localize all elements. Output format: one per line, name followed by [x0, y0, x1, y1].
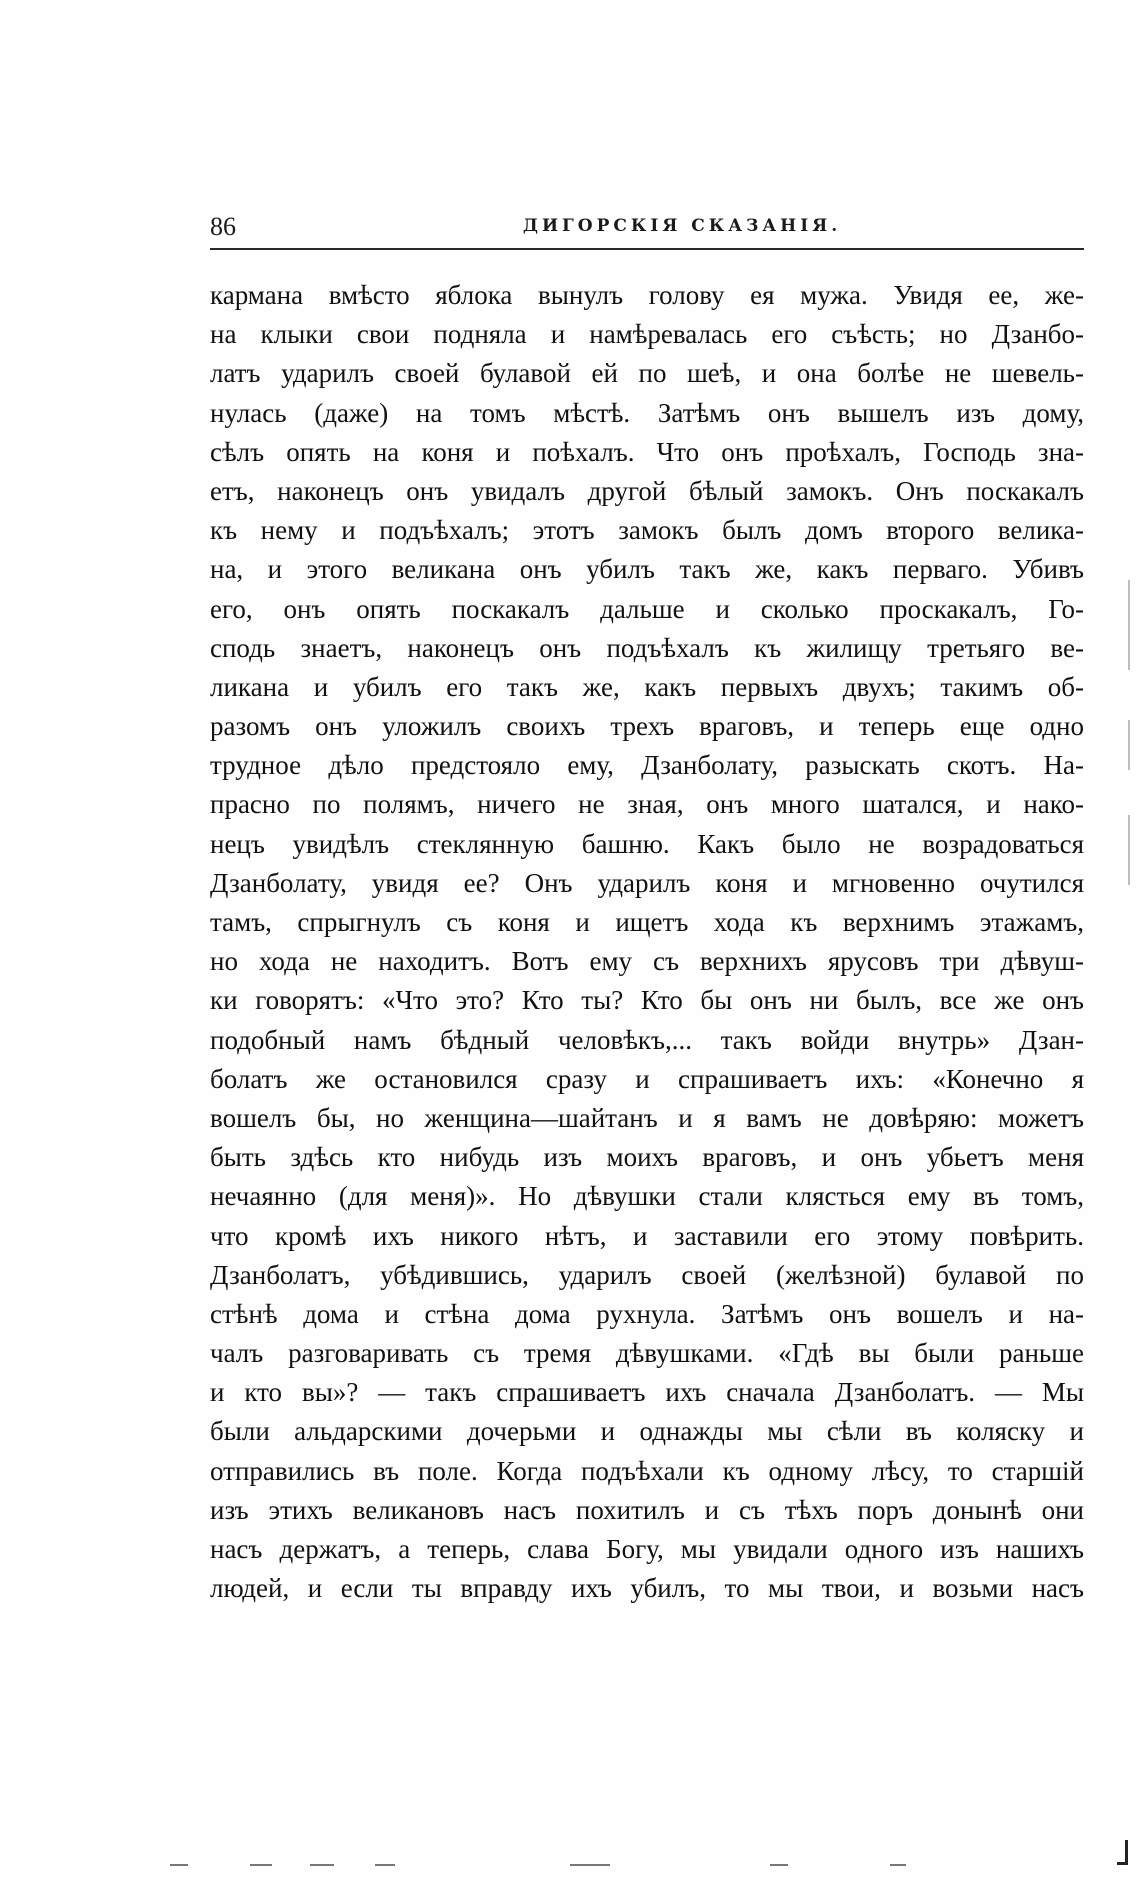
text-line: стѣнѣ дома и стѣна дома рухнула. Затѣмъ онъ вошелъ и на-: [210, 1298, 1084, 1329]
margin-scan-mark: [1128, 815, 1130, 885]
text-line: Дзанболату, увидя ее? Онъ ударилъ коня и мгновенно очутился: [210, 867, 1084, 898]
text-line: но хода не находитъ. Вотъ ему съ верхнихъ ярусовъ три дѣвуш-: [210, 946, 1084, 977]
text-line: прасно по полямъ, ничего не зная, онъ много шатался, и нако-: [210, 789, 1084, 820]
scan-corner-mark: [1117, 1840, 1128, 1865]
text-line: сѣлъ опять на коня и поѣхалъ. Что онъ проѣхалъ, Господь зна-: [210, 436, 1084, 467]
text-line: подобный намъ бѣдный человѣкъ,... такъ войди внутрь» Дзан-: [210, 1024, 1084, 1055]
text-line: на клыки свои подняла и намѣревалась его съѣсть; но Дзанбо-: [210, 319, 1084, 350]
running-title: ДИГОРСКІЯ СКАЗАНІЯ.: [522, 216, 842, 236]
body-text: [210, 276, 1084, 1608]
text-line: къ нему и подъѣхалъ; этотъ замокъ былъ домъ второго велика-: [210, 515, 1084, 546]
text-line: сподь знаетъ, наконецъ онъ подъѣхалъ къ жилищу третьяго ве-: [210, 632, 1084, 663]
text-line: кармана вмѣсто яблока вынулъ голову ея мужа. Увидя ее, же-: [210, 280, 1084, 310]
text-line: латъ ударилъ своей булавой ей по шеѣ, и она болѣе не шевель-: [210, 358, 1084, 389]
text-line: тамъ, спрыгнулъ съ коня и ищетъ хода къ верхнимъ этажамъ,: [210, 907, 1084, 937]
text-line: людей, и если ты вправду ихъ убилъ, то мы твои, и возьми насъ: [210, 1573, 1084, 1604]
header-rule: [210, 248, 1084, 250]
text-line: болатъ же остановился сразу и спрашиваетъ ихъ: «Конечно я: [210, 1063, 1084, 1094]
text-line: быть здѣсь кто нибудь изъ моихъ враговъ, и онъ убьетъ меня: [210, 1142, 1084, 1173]
text-line: Дзанболатъ, убѣдившись, ударилъ своей (желѣзной) булавой по: [210, 1259, 1084, 1290]
text-line: чалъ разговаривать съ тремя дѣвушками. «Гдѣ вы были раньше: [210, 1338, 1084, 1369]
text-line: вошелъ бы, но женщина—шайтанъ и я вамъ не довѣряю: можетъ: [210, 1102, 1084, 1133]
text-line: были альдарскими дочерьми и однажды мы сѣли въ коляску и: [210, 1416, 1084, 1447]
text-line: ки говорятъ: «Что это? Кто ты? Кто бы онъ ни былъ, все же онъ: [210, 985, 1084, 1016]
margin-scan-mark: [1128, 580, 1130, 670]
text-line: ликана и убилъ его такъ же, какъ первыхъ двухъ; такимъ об-: [210, 671, 1084, 702]
text-line: отправились въ поле. Когда подъѣхали къ одному лѣсу, то старшій: [210, 1455, 1084, 1486]
margin-scan-mark: [1128, 720, 1130, 770]
text-line: етъ, наконецъ онъ увидалъ другой бѣлый замокъ. Онъ поскакалъ: [210, 475, 1084, 506]
page-header: [210, 212, 1084, 248]
scan-footer-marks: [170, 1864, 1070, 1868]
text-line: разомъ онъ уложилъ своихъ трехъ враговъ, и теперь еще одно: [210, 711, 1084, 742]
text-line: и кто вы»? — такъ спрашиваетъ ихъ сначала Дзанболатъ. — Мы: [210, 1377, 1084, 1408]
text-line: нецъ увидѣлъ стеклянную башню. Какъ было не возрадоваться: [210, 828, 1084, 859]
page-number: 86: [210, 212, 236, 241]
text-line: его, онъ опять поскакалъ дальше и сколько проскакалъ, Го-: [210, 593, 1084, 624]
text-line: нечаянно (для меня)». Но дѣвушки стали клясться ему въ томъ,: [210, 1181, 1084, 1212]
text-line: на, и этого великана онъ убилъ такъ же, какъ перваго. Убивъ: [210, 554, 1084, 585]
text-line: изъ этихъ великановъ насъ похитилъ и съ тѣхъ поръ донынѣ они: [210, 1494, 1084, 1525]
text-line: нулась (даже) на томъ мѣстѣ. Затѣмъ онъ вышелъ изъ дому,: [210, 397, 1084, 428]
text-line: насъ держатъ, а теперь, слава Богу, мы увидали одного изъ нашихъ: [210, 1534, 1084, 1564]
text-line: что кромѣ ихъ никого нѣтъ, и заставили его этому повѣрить.: [210, 1220, 1084, 1251]
text-line: трудное дѣло предстояло ему, Дзанболату, разыскать скотъ. На-: [210, 750, 1084, 781]
